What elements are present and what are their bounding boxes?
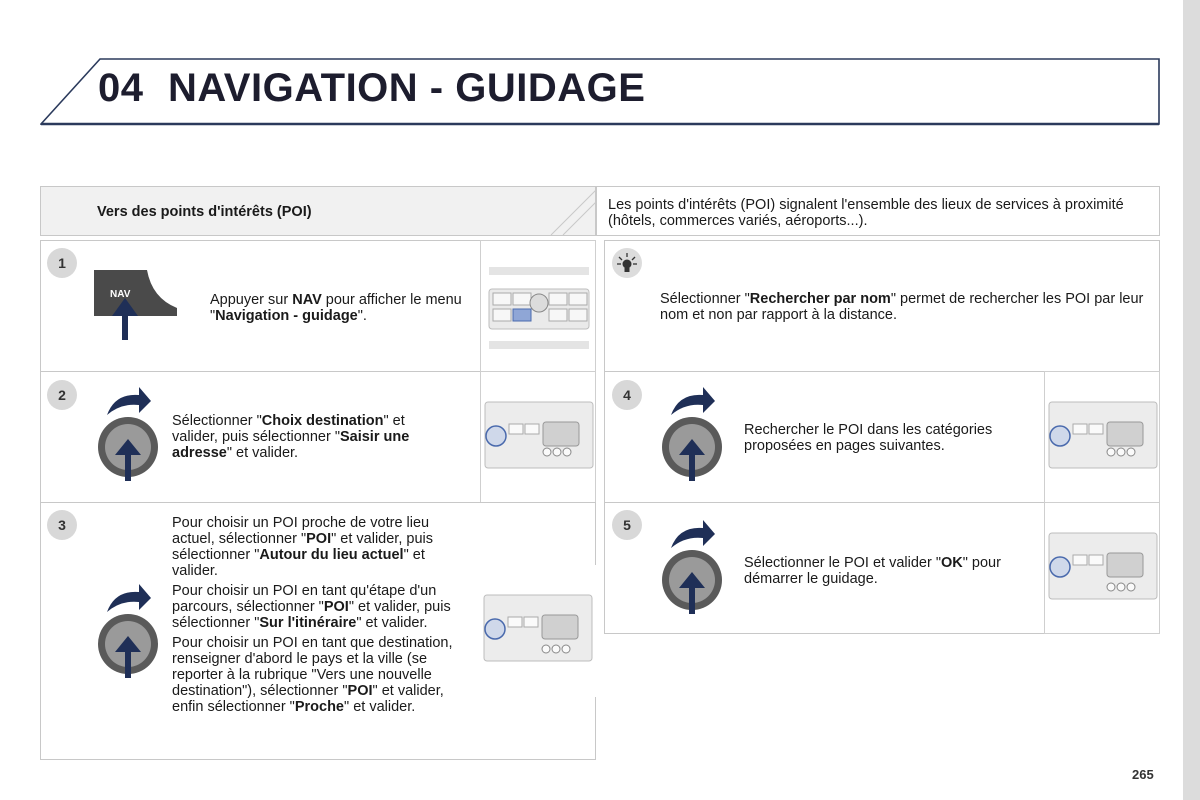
page-title: NAVIGATION - GUIDAGE	[168, 66, 646, 110]
step-3-badge: 3	[47, 510, 77, 540]
section-heading: Vers des points d'intérêts (POI)	[97, 204, 312, 220]
step-1-badge: 1	[47, 248, 77, 278]
step-3-panel-thumb	[480, 565, 596, 697]
step-5-panel-thumb	[1044, 502, 1160, 634]
rotary-knob-icon	[95, 582, 165, 682]
page-number: 265	[1132, 767, 1154, 782]
step-5-badge: 5	[612, 510, 642, 540]
step-3-para-2: Pour choisir un POI en tant qu'étape d'un parcours, sélectionner "POI" et valider, puis sélectionner "Sur l'itinéraire" et valider.	[172, 583, 451, 631]
section-heading-box	[40, 186, 596, 236]
intro-box	[596, 186, 1160, 236]
step-3-para-3: Pour choisir un POI en tant que destination, renseigner d'abord le pays et la ville (se reporter à la rubrique "Vers une nouvelle destination"), sélectionner "POI" et valider, enfin sélectionner "Proche" et valider.	[172, 635, 453, 715]
step-2-text: Sélectionner "Choix destination" et valider, puis sélectionner "Saisir une adresse" et valider.	[172, 413, 410, 461]
step-1-text: Appuyer sur NAV pour afficher le menu "Navigation - guidage".	[210, 292, 462, 324]
rotary-knob-icon	[659, 518, 729, 618]
step-2-panel-thumb	[480, 371, 596, 503]
rotary-knob-icon	[95, 385, 165, 485]
step-4-badge: 4	[612, 380, 642, 410]
page-edge-bar	[1183, 0, 1200, 800]
step-4-panel-thumb	[1044, 371, 1160, 503]
tip-text: Sélectionner "Rechercher par nom" permet de rechercher les POI par leur nom et non par rapport à la distance.	[660, 291, 1144, 323]
step-4-text: Rechercher le POI dans les catégories proposées en pages suivantes.	[744, 422, 993, 454]
lightbulb-icon	[612, 248, 642, 278]
chapter-number: 04	[98, 66, 144, 110]
panel-illustration	[481, 241, 597, 373]
nav-key-icon	[92, 268, 182, 343]
step-2-badge: 2	[47, 380, 77, 410]
step-3-text	[172, 515, 470, 719]
intro-text: Les points d'intérêts (POI) signalent l'ensemble des lieux de services à proximité (hôtels, commerces variés, aéroports...).	[608, 197, 1124, 229]
nav-key-label: NAV	[110, 289, 131, 300]
step-5-text: Sélectionner le POI et valider "OK" pour démarrer le guidage.	[744, 555, 1001, 587]
step-1-panel-thumb	[480, 240, 596, 372]
step-3-para-1: Pour choisir un POI proche de votre lieu actuel, sélectionner "POI" et valider, puis sélectionner "Autour du lieu actuel" et valider.	[172, 515, 433, 579]
rotary-knob-icon	[659, 385, 729, 485]
